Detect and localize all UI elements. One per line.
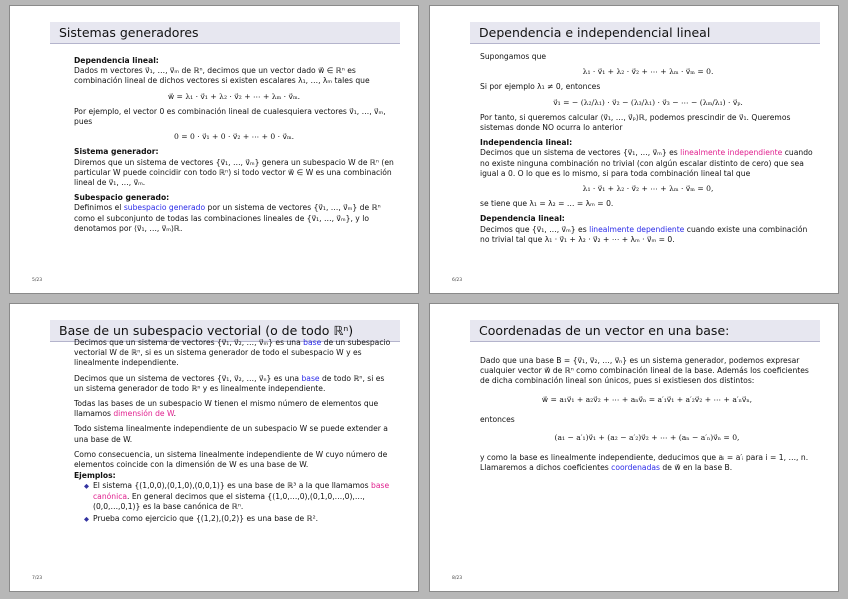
paragraph <box>74 399 394 419</box>
paragraph: Si por ejemplo λ₁ ≠ 0, entonces <box>480 82 601 92</box>
paragraph: Por ejemplo, el vector 0 es combinación lineal de cualesquiera vectores v⃗₁, …, v⃗ₘ, pues <box>74 106 386 127</box>
text: . <box>173 409 177 419</box>
text: cuando no existe ninguna combinación no trivial (con algún escalar distinto de cero) que sea igual a 0. O lo que es lo mismo, si para toda combinación lineal tal que <box>480 148 813 178</box>
paragraph <box>74 56 394 87</box>
slide-body <box>480 356 814 479</box>
paragraph: Por tanto, si queremos calcular ⟨v⃗₁, …, v⃗ₚ⟩ℝ, podemos prescindir de v⃗₁. Queremos sistemas donde NO ocurra lo anterior <box>480 112 791 133</box>
paragraph: Todo sistema linealmente independiente de un subespacio W se puede extender a una base de W. <box>74 424 388 444</box>
paragraph: entonces <box>480 414 515 424</box>
text: de w⃗ en la base B. <box>660 463 733 473</box>
heading: Independencia lineal: <box>480 138 573 148</box>
page-number: 7/23 <box>32 576 43 581</box>
slide-1[interactable] <box>10 6 418 293</box>
slide-2[interactable] <box>430 6 838 293</box>
text: Decimos que {v⃗₁, …, v⃗ₘ} es <box>480 224 590 234</box>
term-link[interactable]: base <box>303 338 322 347</box>
paragraph: Como consecuencia, un sistema linealmente independiente de W cuyo número de elementos coincide con la dimensión de W es una base de W. <box>74 449 388 470</box>
text: Prueba como ejercicio que {(1,2),(0,2)} es una base de ℝ². <box>93 514 319 524</box>
equation: (a₁ − a′₁)v⃗₁ + (a₂ − a′₂)v⃗₂ + ⋯ + (aₙ − a′ₙ)v⃗ₙ = 0, <box>554 433 740 443</box>
paragraph <box>480 214 816 245</box>
text: y como la base es linealmente independiente, deducimos que aᵢ = a′ᵢ para i = 1, …, n. Llamaremos a dichos coeficientes <box>480 453 809 473</box>
text: Decimos que un sistema de vectores {v⃗₁, v⃗₂, …, v⃗ₙ} es una <box>74 373 302 383</box>
page-number: 8/23 <box>452 576 463 581</box>
paragraph <box>74 147 394 188</box>
text: Definimos el <box>74 203 124 213</box>
slide-title: Sistemas generadores <box>50 22 400 44</box>
equation: w⃗ = a₁v⃗₁ + a₂v⃗₂ + ⋯ + aₙv⃗ₙ = a′₁v⃗₁ + a′₂v⃗₂ + ⋯ + a′ₙv⃗ₙ, <box>541 394 753 404</box>
text: por un sistema de vectores {v⃗₁, …, v⃗ₘ} de ℝⁿ como el subconjunto de todas las combinaciones lineales de {v⃗₁, …, v⃗ₘ}, y lo denotamos por ⟨v⃗₁, …, v⃗ₘ⟩ℝ. <box>74 203 381 233</box>
heading: Sistema generador: <box>74 147 159 157</box>
page-number: 6/23 <box>452 278 463 283</box>
paragraph <box>74 374 394 394</box>
text: Todas las bases de un subespacio W tienen el mismo número de elementos que llamamos <box>74 399 379 419</box>
slide-title: Coordenadas de un vector en una base: <box>470 320 820 342</box>
text: de todo ℝⁿ, si es un sistema generador de todo ℝⁿ y es linealmente independiente. <box>74 373 385 393</box>
text: Decimos que un sistema de vectores {v⃗₁, v⃗₂, …, v⃗ₘ} es una <box>74 338 304 347</box>
equation: λ₁ · v⃗₁ + λ₂ · v⃗₂ + ⋯ + λₘ · v⃗ₘ = 0. <box>582 67 714 77</box>
text: de un subespacio vectorial W de ℝⁿ, si es un sistema generador de todo el subespacio W y es linealmente independiente. <box>74 338 391 368</box>
page-number: 5/23 <box>32 278 43 283</box>
slide-body <box>74 56 394 239</box>
paragraph <box>74 338 394 369</box>
term-link[interactable]: base canónica <box>93 481 390 501</box>
term-link[interactable]: linealmente independiente <box>680 148 783 158</box>
list-item <box>84 481 394 512</box>
equation: w⃗ = λ₁ · v⃗₁ + λ₂ · v⃗₂ + ⋯ + λₘ · v⃗ₘ. <box>167 91 301 101</box>
text: Decimos que un sistema de vectores {v⃗₁, …, v⃗ₘ} es <box>480 148 681 158</box>
paragraph: Supongamos que <box>480 52 547 61</box>
text: . En general decimos que el sistema {(1,0,…,0),(0,1,0,…,0),…,(0,0,…,0,1)} es la base canónica de ℝⁿ. <box>93 491 365 511</box>
paragraph: se tiene que λ₁ = λ₂ = … = λₘ = 0. <box>480 199 614 209</box>
slide-body <box>480 52 816 250</box>
text: El sistema {(1,0,0),(0,1,0),(0,0,1)} es una base de ℝ³ a la que llamamos <box>93 481 372 491</box>
examples-list <box>74 481 394 524</box>
equation: λ₁ · v⃗₁ + λ₂ · v⃗₂ + ⋯ + λₘ · v⃗ₘ = 0, <box>582 184 714 194</box>
heading: Subespacio generado: <box>74 193 170 203</box>
list-item <box>84 514 394 524</box>
paragraph <box>480 453 814 473</box>
slide-3[interactable] <box>10 304 418 591</box>
slide-title: Base de un subespacio vectorial (o de todo ℝⁿ) <box>50 320 400 342</box>
text: cuando existe una combinación no trivial tal que λ₁ · v⃗₁ + λ₂ · v⃗₂ + ⋯ + λₘ · v⃗ₘ = 0. <box>480 224 808 244</box>
text: Dados m vectores v⃗₁, …, v⃗ₘ de ℝⁿ, decimos que un vector dado w⃗ ∈ ℝⁿ es combinación lineal de dichos vectores si existen escalares λ₁, …, λₘ tales que <box>74 66 370 86</box>
term-link[interactable]: subespacio generado <box>123 203 206 213</box>
text: Diremos que un sistema de vectores {v⃗₁, …, v⃗ₘ} genera un subespacio W de ℝⁿ (en particular W puede coincidir con todo ℝⁿ) si todo vector w⃗ ∈ W es una combinación lineal de v⃗₁, …, v⃗ₘ. <box>74 157 394 188</box>
term-link[interactable]: linealmente dependiente <box>589 224 685 234</box>
examples-heading: Ejemplos: <box>74 471 116 481</box>
term-link[interactable]: coordenadas <box>611 463 661 473</box>
term-link[interactable]: dimensión de W <box>113 409 174 419</box>
paragraph <box>480 138 816 179</box>
equation: v⃗₁ = − (λ₂/λ₁) · v⃗₂ − (λ₃/λ₁) · v⃗₃ − ⋯ − (λₘ/λ₁) · v⃗ₚ. <box>553 97 743 107</box>
paragraph <box>74 193 394 234</box>
slide-4[interactable] <box>430 304 838 591</box>
heading: Dependencia lineal: <box>74 56 159 65</box>
term-link[interactable]: base <box>301 373 320 383</box>
equation: 0 = 0 · v⃗₁ + 0 · v⃗₂ + ⋯ + 0 · v⃗ₘ. <box>173 132 295 142</box>
slide-body <box>74 338 394 526</box>
heading: Dependencia lineal: <box>480 214 565 224</box>
paragraph: Dado que una base B = {v⃗₁, v⃗₂, …, v⃗ₙ} es un sistema generador, podemos expresar cualquier vector w⃗ de ℝⁿ como combinación lineal de la base. Además los coeficientes de dicha combinación lineal son únicos, pues si existiesen dos distintos: <box>480 356 809 386</box>
slide-title: Dependencia e independencial lineal <box>470 22 820 44</box>
